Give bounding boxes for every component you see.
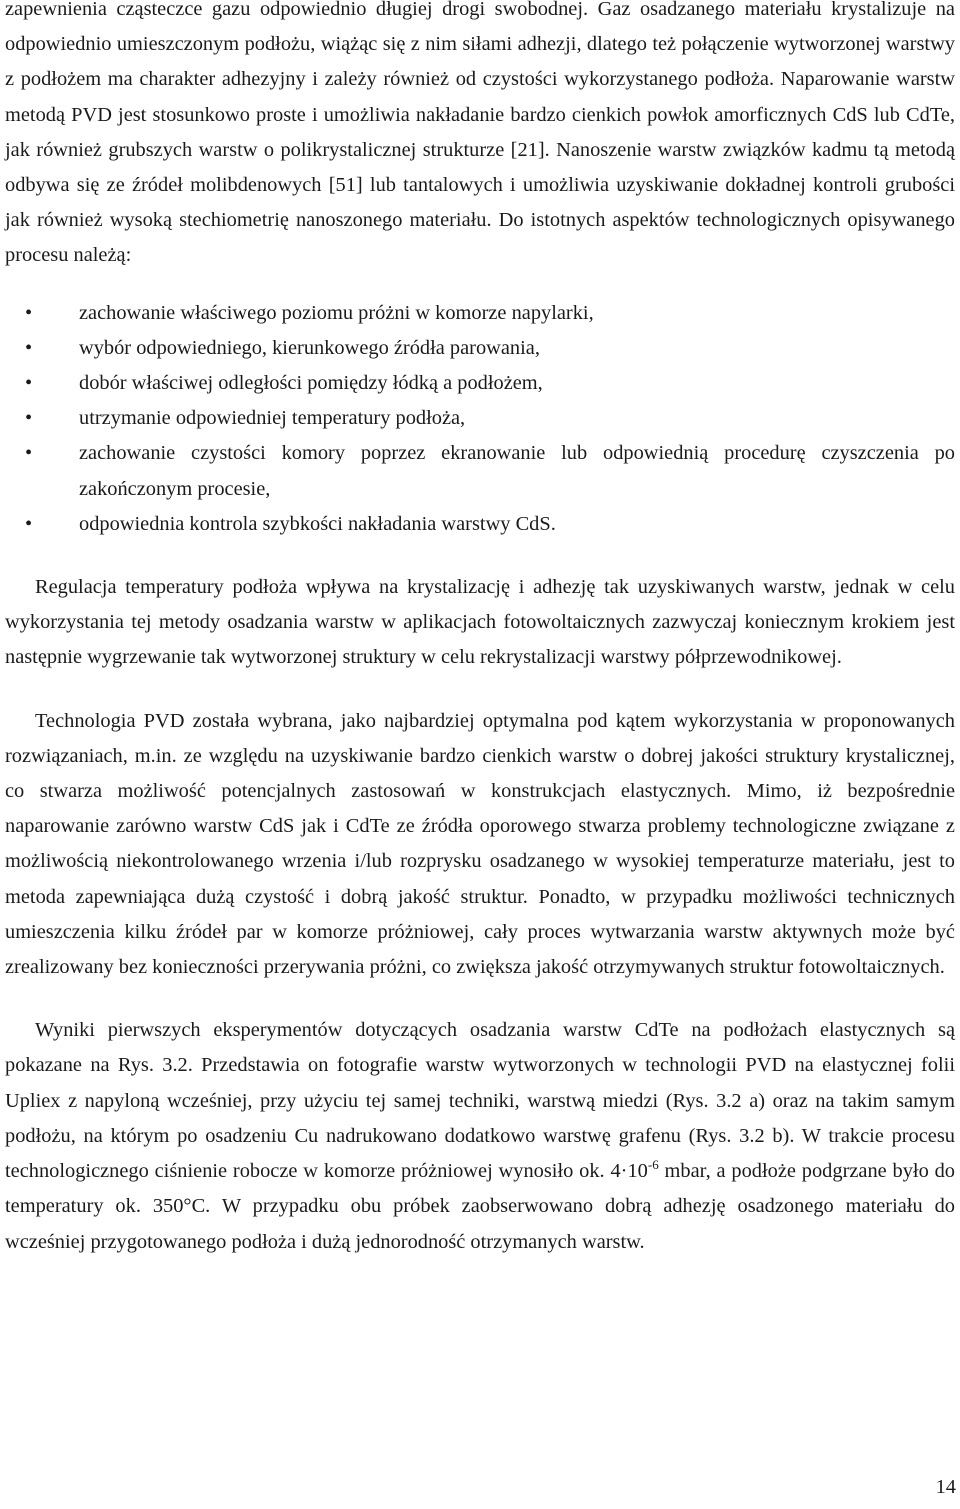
pressure-exponent: -6 (647, 1157, 659, 1173)
page-number: 14 (935, 1476, 956, 1498)
bullet-icon: • (25, 442, 33, 465)
experiment-text-end: mbar, a podłoże podgrzane było do temperatury ok. 350°C. W przypadku obu próbek zaobserwowano dobrą adhezję osadzonego materiału do wcześniej przygotowanego podłoża i dużą jednorodność otrzymanych warstw. (5, 1160, 955, 1253)
bullet-icon: • (25, 372, 33, 395)
list-item-text: dobór właściwej odległości pomiędzy łódką a podłożem, (79, 372, 543, 395)
paragraph-temperature-regulation: Regulacja temperatury podłoża wpływa na krystalizację i adhezję tak uzyskiwanych warstw, jednak w celu wykorzystania tej metody osadzania warstw w aplikacjach fotowoltaicznych zazwyczaj koniecznym krokiem jest następnie wygrzewanie tak wytworzonej struktury w celu rekrystalizacji warstwy półprzewodnikowej. (5, 576, 955, 669)
paragraph-pvd-intro: zapewnienia cząsteczce gazu odpowiednio długiej drogi swobodnej. Gaz osadzanego materiału krystalizuje na odpowiednio umieszczonym podłożu, wiążąc się z nim siłami adhezji, dlatego też połączenie wytworzonej warstwy z podłożem ma charakter adhezyjny i zależy również od czystości wykorzystanego podłoża. Naparowanie warstw metodą PVD jest stosunkowo proste i umożliwia nakładanie bardzo cienkich powłok amorficznych CdS lub CdTe, jak również grubszych warstw o polikrystalicznej strukturze [21]. Nanoszenie warstw związków kadmu tą metodą odbywa się ze źródeł molibdenowych [51] lub tantalowych i umożliwia uzyskiwanie dokładnej kontroli grubości jak również wysoką stechiometrię nanoszonego materiału. Do istotnych aspektów technologicznych opisywanego procesu należą: (5, 0, 955, 267)
list-item-text: utrzymanie odpowiedniej temperatury podłoża, (79, 407, 466, 430)
bullet-icon: • (25, 301, 33, 324)
list-item-text: wybór odpowiedniego, kierunkowego źródła parowania, (79, 336, 540, 359)
list-item (5, 436, 955, 506)
bullet-icon: • (25, 407, 33, 430)
document-page (5, 0, 955, 1260)
list-item (5, 296, 955, 331)
process-aspects-list (5, 296, 955, 542)
list-item (5, 366, 955, 401)
list-item (5, 507, 955, 542)
bullet-icon: • (25, 512, 33, 535)
paragraph-experiment-results (5, 1013, 955, 1259)
bullet-icon: • (25, 336, 33, 359)
list-item (5, 401, 955, 436)
list-item-text: zachowanie właściwego poziomu próżni w komorze napylarki, (79, 301, 594, 324)
list-item (5, 331, 955, 366)
experiment-text-start: Wyniki pierwszych eksperymentów dotyczących osadzania warstw CdTe na podłożach elastycznych są pokazane na Rys. 3.2. Przedstawia on fotografie warstw wytworzonych w technologii PVD na elastycznej folii Upliex z napyloną wcześniej, przy użyciu tej samej techniki, warstwą miedzi (Rys. 3.2 a) oraz na takim samym podłożu, na którym po osadzeniu Cu nadrukowano dodatkowo warstwę grafenu (Rys. 3.2 b). W trakcie procesu technologicznego ciśnienie robocze w komorze próżniowej wynosiło ok. 4·10 (5, 1019, 955, 1183)
list-item-text: zachowanie czystości komory poprzez ekranowanie lub odpowiednią procedurę czyszczenia po zakończonym procesie, (79, 442, 955, 500)
paragraph-pvd-choice: Technologia PVD została wybrana, jako najbardziej optymalna pod kątem wykorzystania w proponowanych rozwiązaniach, m.in. ze względu na uzyskiwanie bardzo cienkich warstw o dobrej jakości struktury krystalicznej, co stwarza możliwość potencjalnych zastosowań w konstrukcjach elastycznych. Mimo, iż bezpośrednie naparowanie zarówno warstw CdS jak i CdTe ze źródła oporowego stwarza problemy technologiczne związane z możliwością niekontrolowanego wrzenia i/lub rozprysku osadzanego w wysokiej temperaturze materiału, jest to metoda zapewniająca dużą czystość i dobrą jakość struktur. Ponadto, w przypadku możliwości technicznych umieszczenia kilku źródeł par w komorze próżniowej, cały proces wytwarzania warstw aktywnych może być zrealizowany bez konieczności przerywania próżni, co zwiększa jakość otrzymywanych struktur fotowoltaicznych. (5, 709, 955, 979)
list-item-text: odpowiednia kontrola szybkości nakładania warstwy CdS. (79, 512, 556, 535)
